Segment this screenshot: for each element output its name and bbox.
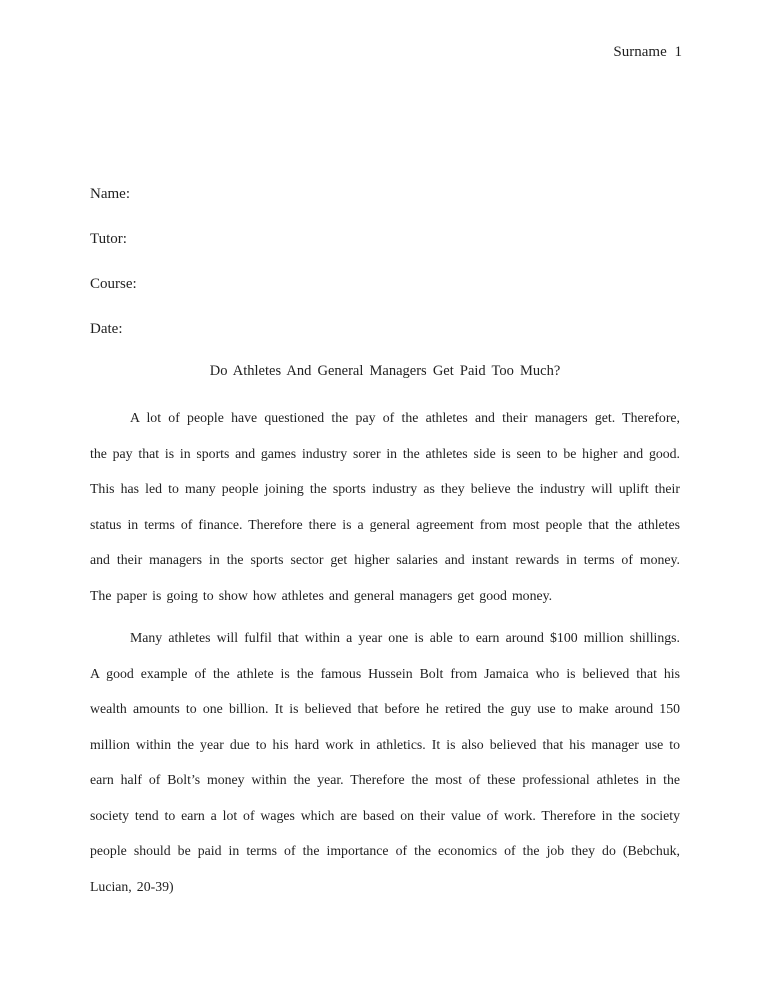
text-line: This has led to many people joining the sports industry as they believe the industry will uplift their bbox=[90, 481, 680, 496]
text-line: and their managers in the sports sector get higher salaries and instant rewards in terms of money. bbox=[90, 552, 680, 567]
text-line: A lot of people have questioned the pay of the athletes and their managers get. Therefore, bbox=[130, 410, 680, 425]
text-line: The paper is going to show how athletes and general managers get good money. bbox=[90, 587, 553, 603]
paragraph-1 bbox=[90, 400, 680, 613]
text-line: Lucian, 20-39) bbox=[90, 878, 174, 894]
text-line: status in terms of finance. Therefore there is a general agreement from most people that the athletes bbox=[90, 516, 680, 532]
tutor-label: Tutor: bbox=[90, 231, 127, 247]
essay-body bbox=[90, 400, 680, 904]
text-line: society tend to earn a lot of wages which are based on their value of work. Therefore in the society bbox=[90, 807, 680, 823]
paragraph-2 bbox=[90, 620, 680, 904]
date-label: Date: bbox=[90, 321, 123, 337]
name-label: Name: bbox=[90, 186, 130, 202]
text-line: earn half of Bolt’s money within the year. Therefore the most of these professional athletes in the bbox=[90, 772, 680, 787]
text-line: wealth amounts to one billion. It is believed that before he retired the guy use to make around 150 bbox=[90, 701, 680, 716]
text-line: million within the year due to his hard work in athletics. It is also believed that his manager use to bbox=[90, 736, 680, 752]
page-header-surname: Surname 1 bbox=[613, 44, 682, 60]
text-line: the pay that is in sports and games industry sorer in the athletes side is seen to be higher and good. bbox=[90, 445, 680, 461]
text-line: Many athletes will fulfil that within a year one is able to earn around $100 million shillings. bbox=[130, 630, 680, 645]
text-line: people should be paid in terms of the importance of the economics of the job they do (Bebchuk, bbox=[90, 843, 680, 858]
course-label: Course: bbox=[90, 276, 137, 292]
text-line: A good example of the athlete is the famous Hussein Bolt from Jamaica who is believed that his bbox=[90, 665, 680, 681]
heading-block bbox=[90, 186, 137, 366]
essay-title: Do Athletes And General Managers Get Paid Too Much? bbox=[209, 363, 561, 379]
